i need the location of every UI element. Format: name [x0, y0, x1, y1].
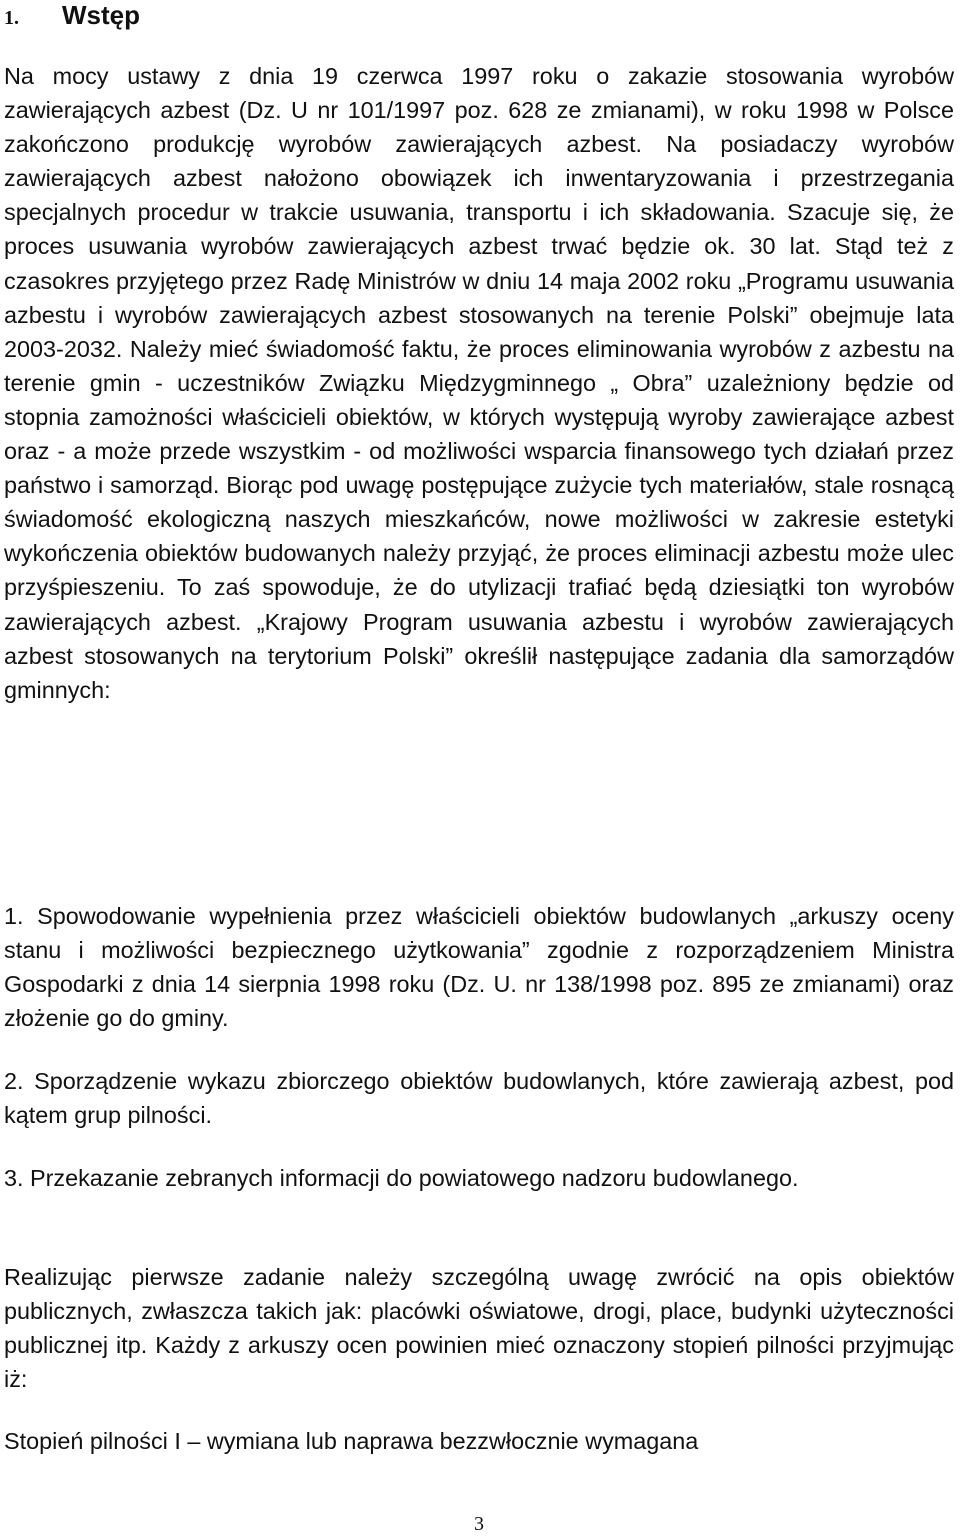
intro-paragraph: Na mocy ustawy z dnia 19 czerwca 1997 roku o zakazie stosowania wyrobów zawierających azbest (Dz. U nr 101/1997 poz. 628 ze zmianami), w roku 1998 w Polsce zakończono produkcję wyrobów zawierających azbest. Na posiadaczy wyrobów zawierających azbest nałożono obowiązek ich inwentaryzowania i przestrzegania specjalnych procedur w trakcie usuwania, transportu i ich składowania. Szacuje się, że proces usuwania wyrobów zawierających azbest trwać będzie ok. 30 lat. Stąd też z czasokres przyjętego przez Radę Ministrów w dniu 14 maja 2002 roku „Programu usuwania azbestu i wyrobów zawierających azbest stosowanych na terenie Polski” obejmuje lata 2003-2032. Należy mieć świadomość faktu, że proces eliminowania wyrobów z azbestu na terenie gmin - uczestników Związku Międzygminnego „ Obra” uzależniony będzie od stopnia zamożności właścicieli obiektów, w których występują wyroby zawierające azbest oraz - a może przede wszystkim - od możliwości wsparcia finansowego tych działań przez państwo i samorząd. Biorąc pod uwagę postępujące zużycie tych materiałów, stale rosnącą świadomość ekologiczną naszych mieszkańców, nowe możliwości w zakresie estetyki wykończenia obiektów budowanych należy przyjąć, że proces eliminacji azbestu może ulec przyśpieszeniu. To zaś spowoduje, że do utylizacji trafiać będą dziesiątki ton wyrobów zawierających azbest. „Krajowy Program usuwania azbestu i wyrobów zawierających azbest stosowanych na terytorium Polski” określił następujące zadania dla samorządów gminnych: [4, 63, 954, 703]
task-2-paragraph: 2. Sporządzenie wykazu zbiorczego obiektów budowlanych, które zawierają azbest, pod kątem grup pilności. [4, 1068, 954, 1129]
task-3-paragraph: 3. Przekazanie zebranych informacji do powiatowego nadzoru budowlanego. [4, 1165, 799, 1191]
implementation-paragraph: Realizując pierwsze zadanie należy szczególną uwagę zwrócić na opis obiektów publicznych, zwłaszcza takich jak: placówki oświatowe, drogi, place, budynki użyteczności publicznej itp. Każdy z arkuszy ocen powinien mieć oznaczony stopień pilności przyjmując iż: [4, 1264, 954, 1393]
section-title: Wstęp [62, 0, 140, 30]
urgency-level-paragraph: Stopień pilności I – wymiana lub naprawa bezzwłocznie wymagana [4, 1428, 699, 1454]
section-heading [4, 0, 140, 30]
page-number: 3 [474, 1513, 484, 1535]
task-1-paragraph: 1. Spowodowanie wypełnienia przez właścicieli obiektów budowlanych „arkuszy oceny stanu i możliwości bezpiecznego użytkowania” zgodnie z rozporządzeniem Ministra Gospodarki z dnia 14 sierpnia 1998 roku (Dz. U. nr 138/1998 poz. 895 ze zmianami) oraz złożenie go do gminy. [4, 903, 954, 1032]
section-number: 1. [4, 7, 19, 29]
